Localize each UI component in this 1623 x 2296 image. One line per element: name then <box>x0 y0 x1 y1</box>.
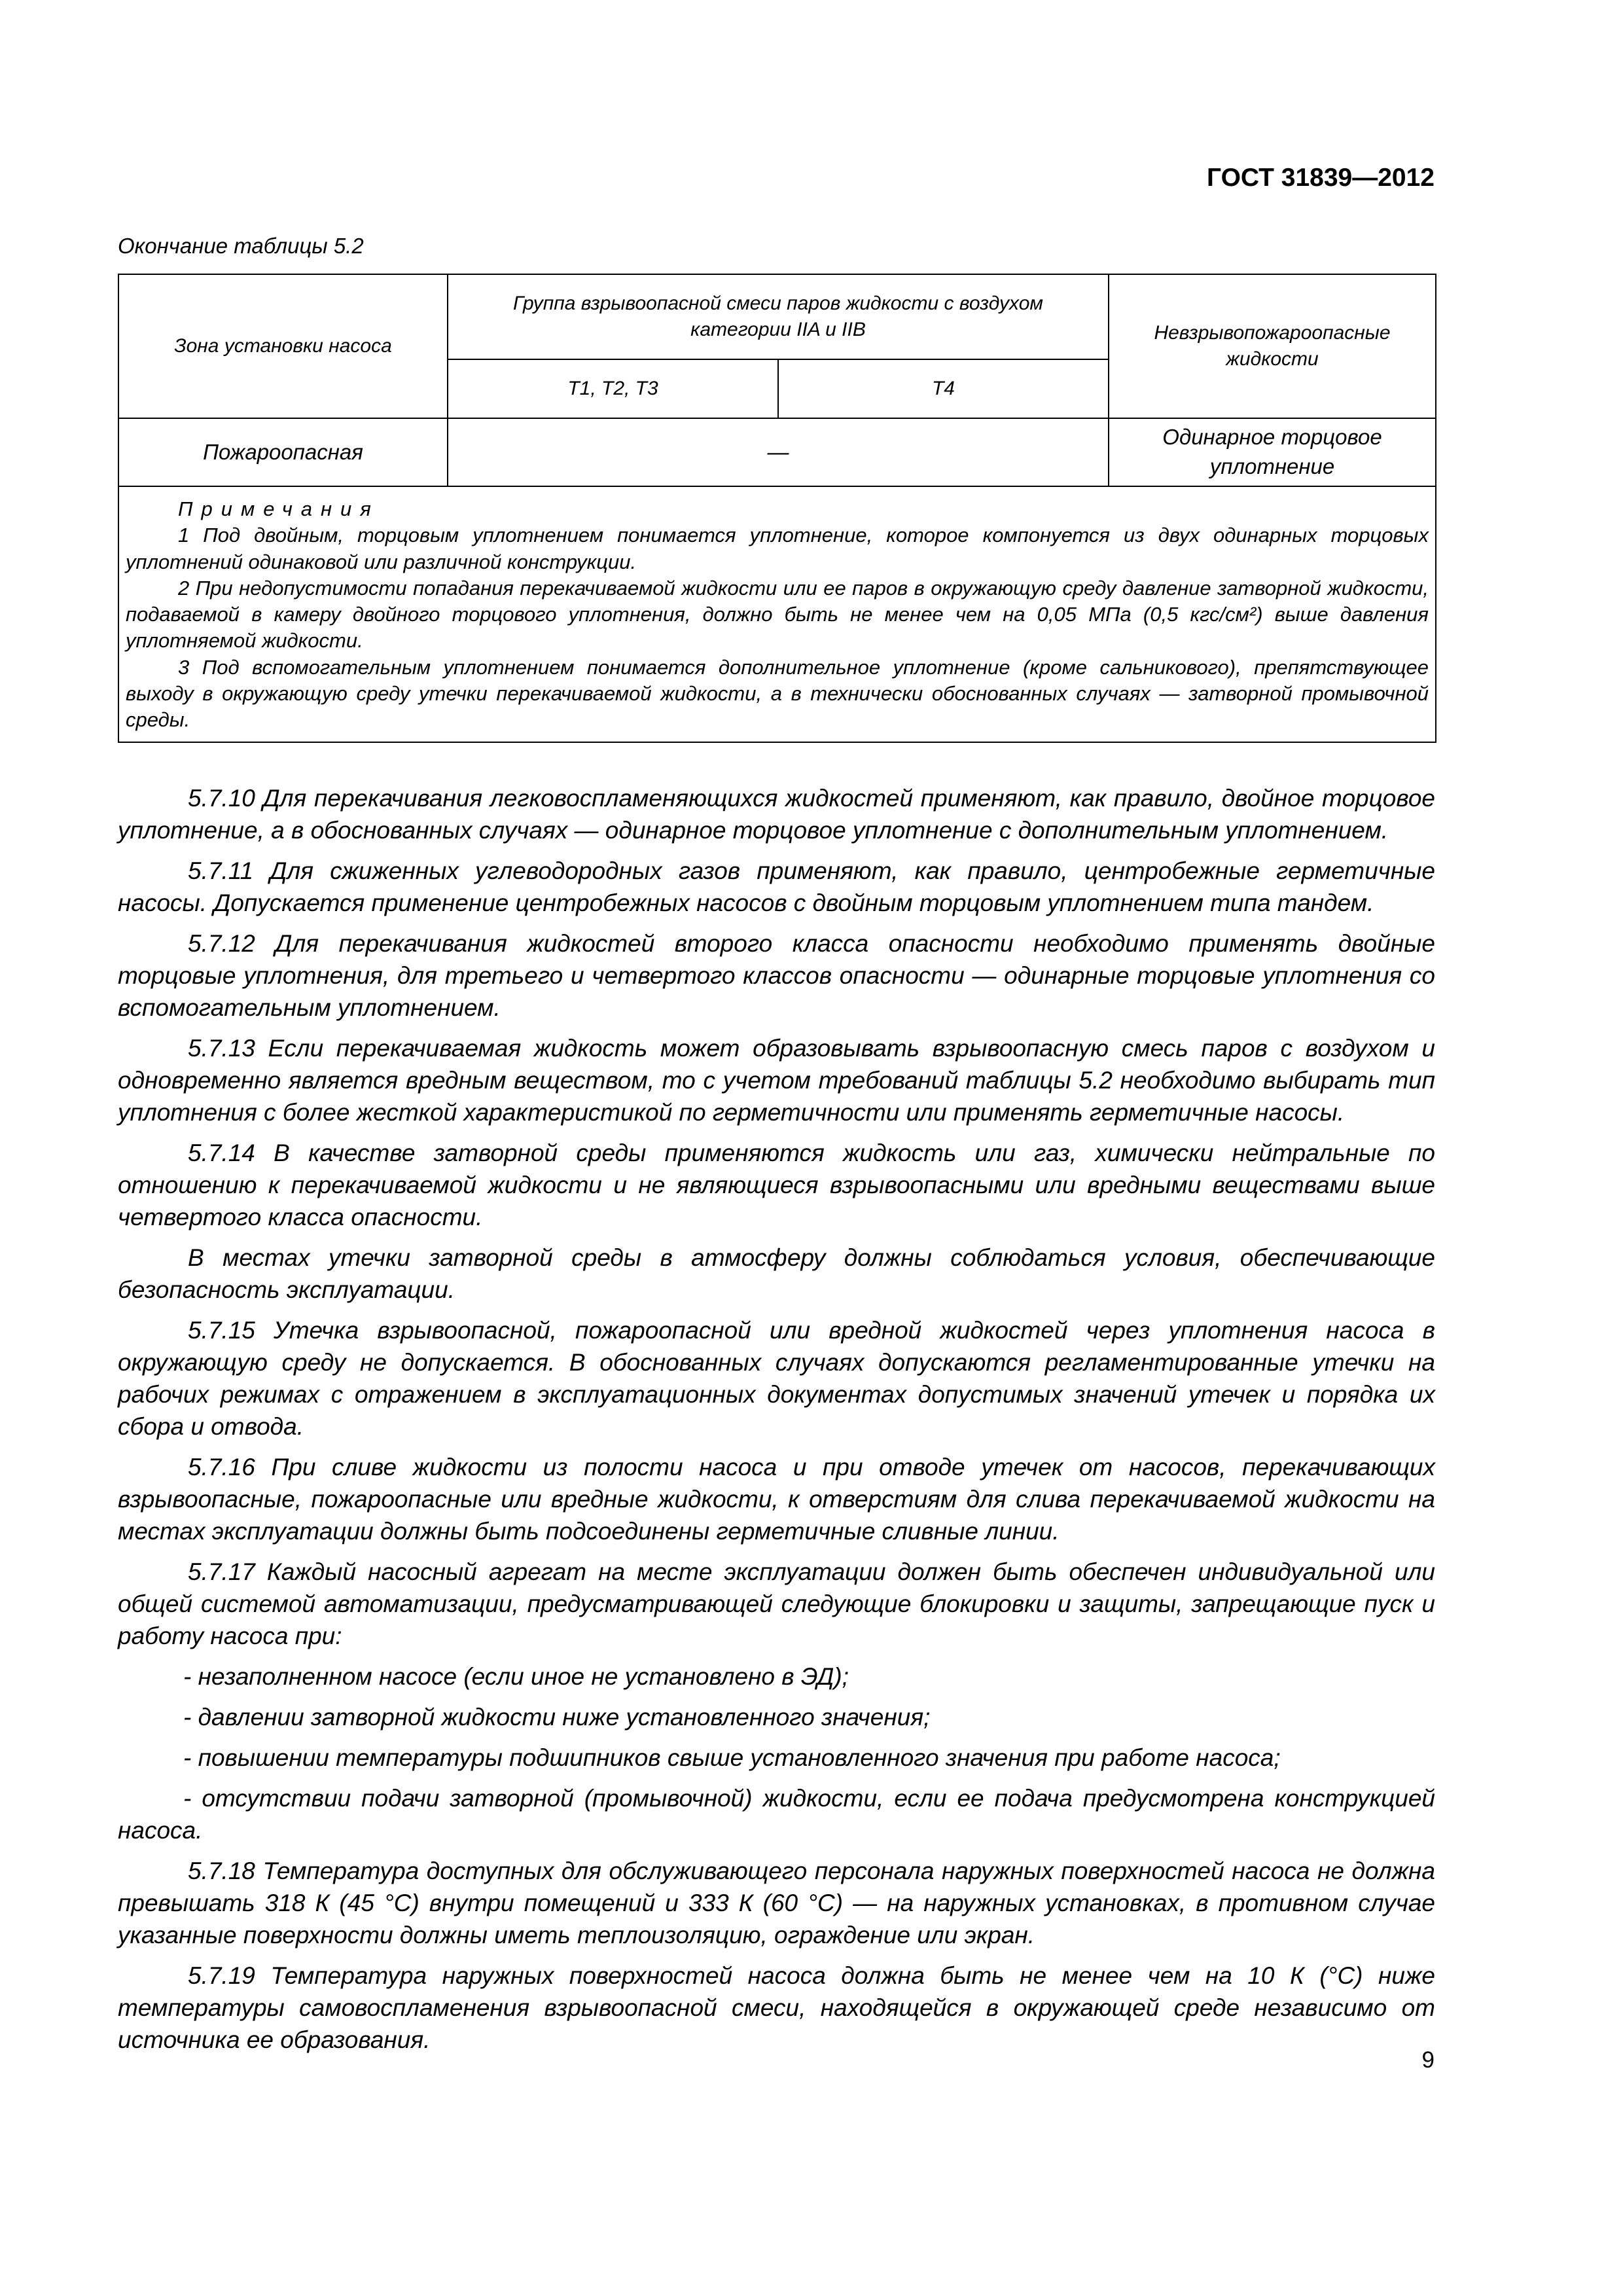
header-mixture-group: Группа взрывоопасной смеси паров жидкости с воздухом категории IIA и IIB <box>448 274 1109 359</box>
paragraph-5-7-11: 5.7.11 Для сжиженных углеводородных газов применяют, как правило, центробежные герметичные насосы. Допускается применение центробежных насосов с двойным торцовым уплотнением типа тандем. <box>118 857 1435 916</box>
note-3: 3 Под вспомогательным уплотнением понимается дополнительное уплотнение (кроме сальникового), препятствующее выходу в окружающую среду утечки перекачиваемой жидкости, а в технически обоснованных случаях — затворной промывочной среды. <box>126 655 1429 732</box>
document-designation: ГОСТ 31839—2012 <box>1207 164 1435 192</box>
cell-single-end-seal: Одинарное торцовое уплотнение <box>1109 418 1436 486</box>
header-t4: T4 <box>778 359 1109 418</box>
paragraph-5-7-14-continued: В местах утечки затворной среды в атмосферу должны соблюдаться условия, обеспечивающие безопасность эксплуатации. <box>118 1244 1435 1303</box>
table-notes <box>118 486 1436 742</box>
table-caption: Окончание таблицы 5.2 <box>118 234 364 258</box>
note-1: 1 Под двойным, торцовым уплотнением понимается уплотнение, которое компонуется из двух одинарных торцовых уплотнений одинаковой или различной конструкции. <box>126 524 1429 573</box>
header-non-explosive-liquids: Невзрывопожароопасные жидкости <box>1109 274 1436 418</box>
paragraph-5-7-17: 5.7.17 Каждый насосный агрегат на месте эксплуатации должен быть обеспечен индивидуальной или общей системой автоматизации, предусматривающей следующие блокировки и защиты, запрещающие пуск и работу насоса при: <box>118 1558 1435 1649</box>
paragraph-5-7-10: 5.7.10 Для перекачивания легковоспламеняющихся жидкостей применяют, как правило, двойное торцовое уплотнение, а в обоснованных случаях — одинарное торцовое уплотнение с дополнительным уплотнением. <box>118 785 1435 844</box>
paragraph-5-7-13: 5.7.13 Если перекачиваемая жидкость может образовывать взрывоопасную смесь паров с воздухом и одновременно является вредным веществом, то с учетом требований таблицы 5.2 необходимо выбирать тип уплотнения с более жесткой характеристикой по герметичности или применять герметичные насосы. <box>118 1035 1435 1126</box>
note-2: 2 При недопустимости попадания перекачиваемой жидкости или ее паров в окружающую среду давление затворной жидкости, подаваемой в камеру двойного торцового уплотнения, должно быть не менее чем на 0,05 МПа (0,5 кгс/см²) выше давления уплотняемой жидкости. <box>126 576 1429 653</box>
paragraph-5-7-19: 5.7.19 Температура наружных поверхностей насоса должна быть не менее чем на 10 К (°С) ниже температуры самовоспламенения взрывоопасной смеси, находящейся в окружающей среде независимо от источника ее образования. <box>118 1962 1435 2053</box>
table-5-2 <box>118 274 1436 743</box>
list-item-seal-pressure: - давлении затворной жидкости ниже установленного значения; <box>183 1704 931 1731</box>
list-item-unfilled-pump: - незаполненном насосе (если иное не установлено в ЭД); <box>183 1663 849 1690</box>
paragraph-5-7-18: 5.7.18 Температура доступных для обслуживающего персонала наружных поверхностей насоса не должна превышать 318 К (45 °С) внутри помещений и 333 К (60 °С) — на наружных установках, в противном случае указанные поверхности должны иметь теплоизоляцию, ограждение или экран. <box>118 1857 1435 1948</box>
header-zone: Зона установки насоса <box>118 274 448 418</box>
paragraph-5-7-15: 5.7.15 Утечка взрывоопасной, пожароопасной или вредной жидкостей через уплотнения насоса в окружающую среду не допускается. В обоснованных случаях допускаются регламентированные утечки на рабочих режимах с отражением в эксплуатационных документах допустимых значений утечек и порядка их сбора и отвода. <box>118 1317 1435 1440</box>
cell-dash: — <box>448 418 1109 486</box>
paragraph-5-7-16: 5.7.16 При сливе жидкости из полости насоса и при отводе утечек от насосов, перекачивающих взрывоопасные, пожароопасные или вредные жидкости, к отверстиям для слива перекачиваемой жидкости на местах эксплуатации должны быть подсоединены герметичные сливные линии. <box>118 1454 1435 1545</box>
notes-title: Примечания <box>178 497 380 520</box>
paragraph-5-7-12: 5.7.12 Для перекачивания жидкостей второго класса опасности необходимо применять двойные торцовые уплотнения, для третьего и четвертого классов опасности — одинарные торцовые уплотнения со вспомогательным уплотнением. <box>118 930 1435 1021</box>
cell-fire-hazardous: Пожароопасная <box>118 418 448 486</box>
header-t1-t2-t3: T1, T2, T3 <box>448 359 778 418</box>
paragraph-5-7-14: 5.7.14 В качестве затворной среды применяются жидкость или газ, химически нейтральные по отношению к перекачиваемой жидкости и не являющиеся взрывоопасными или вредными веществами выше четвертого класса опасности. <box>118 1139 1435 1230</box>
body-text <box>118 782 1435 2064</box>
list-item-no-seal-liquid-supply: - отсутствии подачи затворной (промывочной) жидкости, если ее подача предусмотрена конструкцией насоса. <box>118 1785 1435 1844</box>
list-item-bearing-temperature: - повышении температуры подшипников свыше установленного значения при работе насоса; <box>183 1744 1281 1771</box>
page-number: 9 <box>1421 2047 1435 2073</box>
